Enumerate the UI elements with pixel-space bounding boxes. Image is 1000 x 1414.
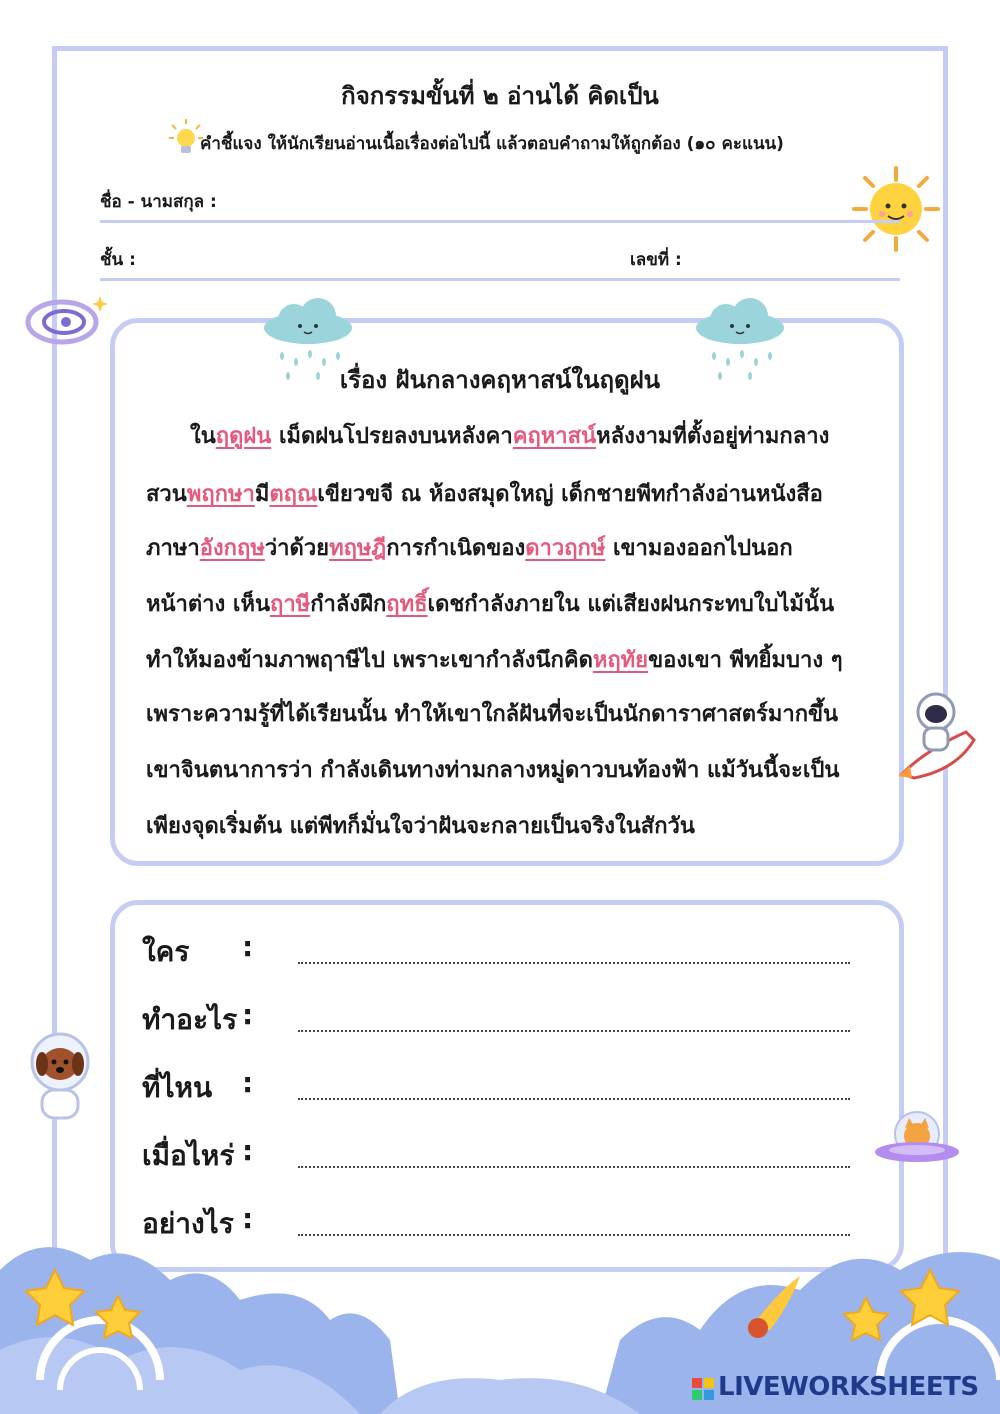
question-colon: : [242,1066,254,1099]
story-keyword: หฤทัย [592,648,649,673]
story-text-segment: ว่าด้วย [264,536,330,561]
story-keyword: ดาวฤกษ์ [525,536,606,561]
dog-astronaut-icon [22,1030,98,1126]
story-keyword: อังกฤษ [199,536,265,561]
answer-when-field[interactable] [298,1166,850,1168]
story-keyword: ฤดูฝน [215,424,272,449]
story-line [190,418,829,453]
story-text-segment: เดชกำลังภายใน แต่เสียงฝนกระทบใบไม้นั้น [427,592,835,617]
question-what-label: ทำอะไร [142,1003,238,1036]
question-colon: : [242,1134,254,1167]
answer-who-field[interactable] [298,962,850,964]
story-text-segment: เพราะความรู้ที่ได้เรียนนั้น ทำให้เขาใกล้ฝันที่จะเป็นนักดาราศาสตร์มากขึ้น [146,702,839,727]
story-text-segment: ภาษา [146,536,200,561]
story-line [146,586,834,621]
story-text-segment: หลังงามที่ตั้งอยู่ท่ามกลาง [596,424,830,449]
story-keyword: ทฤษฎี [329,536,387,561]
lightbulb-icon [168,118,204,158]
story-keyword: คฤหาสน์ [512,424,597,449]
answer-where-field[interactable] [298,1098,850,1100]
name-line[interactable] [100,220,900,223]
question-colon: : [242,930,254,963]
question-where-label: ที่ไหน [142,1071,213,1104]
story-text-segment: หน้าต่าง เห็น [146,592,270,617]
story-text-segment: มี [254,482,270,507]
story-keyword: ตฤณ [269,482,318,507]
story-keyword: พฤกษา [186,482,255,507]
class-number-line[interactable] [100,278,900,281]
question-colon: : [242,1202,254,1235]
story-text-segment: สวน [146,482,187,507]
astronaut-rocket-icon [896,690,980,780]
question-who-label: ใคร [142,935,190,968]
cat-ufo-icon [872,1104,962,1174]
sun-icon [848,164,944,254]
answer-what-field[interactable] [298,1030,850,1032]
story-line [146,530,793,565]
question-when-label: เมื่อไหร่ [142,1139,235,1172]
story-text-segment: เพียงจุดเริ่มต้น แต่พีทก็มั่นใจว่าฝันจะกลายเป็นจริงในสักวัน [146,814,695,839]
story-text-segment: เขามองออกไปนอก [605,536,793,561]
question-colon: : [242,998,254,1031]
story-text-segment: ทำให้มองข้ามภาพฤาษีไป เพราะเขากำลังนึกคิด [146,648,593,673]
story-line [146,752,839,787]
story-text-segment: การกำเนิดของ [386,536,526,561]
story-text-segment: เขียวขจี ณ ห้องสมุดใหญ่ เด็กชายพีทกำลังอ่านหนังสือ [317,482,823,507]
story-line [146,808,695,843]
number-label: เลขที่ : [630,250,682,270]
galaxy-icon [20,290,110,354]
liveworksheets-brand[interactable]: LIVEWORKSHEETS [718,1372,979,1402]
story-keyword: ฤทธิ์ [386,592,428,617]
question-how-label: อย่างไร [142,1207,234,1240]
story-text-segment: กำลังฝึก [310,592,387,617]
story-line [146,476,823,511]
story-text-segment: ใน [190,424,216,449]
story-keyword: ฤาษี [270,592,311,617]
story-title: เรื่อง ฝันกลางคฤหาสน์ในฤดูฝน [339,366,661,394]
story-text-segment: เขาจินตนาการว่า กำลังเดินทางท่ามกลางหมู่ดาวบนท้องฟ้า แม้วันนี้จะเป็น [146,758,840,783]
liveworksheets-logo-icon [692,1378,714,1400]
instruction-text: คำชี้แจง ให้นักเรียนอ่านเนื้อเรื่องต่อไปนี้ แล้วตอบคำถามให้ถูกต้อง (๑๐ คะแนน) [200,134,784,154]
name-label: ชื่อ - นามสกุล : [100,192,217,212]
story-text-segment: ของเขา พีทยิ้มบาง ๆ [648,648,843,673]
page-title: กิจกรรมขั้นที่ ๒ อ่านได้ คิดเป็น [341,82,659,110]
class-label: ชั้น : [100,250,136,270]
story-line [146,696,838,731]
story-text-segment: เม็ดฝนโปรยลงบนหลังคา [271,424,513,449]
story-line [146,642,843,677]
